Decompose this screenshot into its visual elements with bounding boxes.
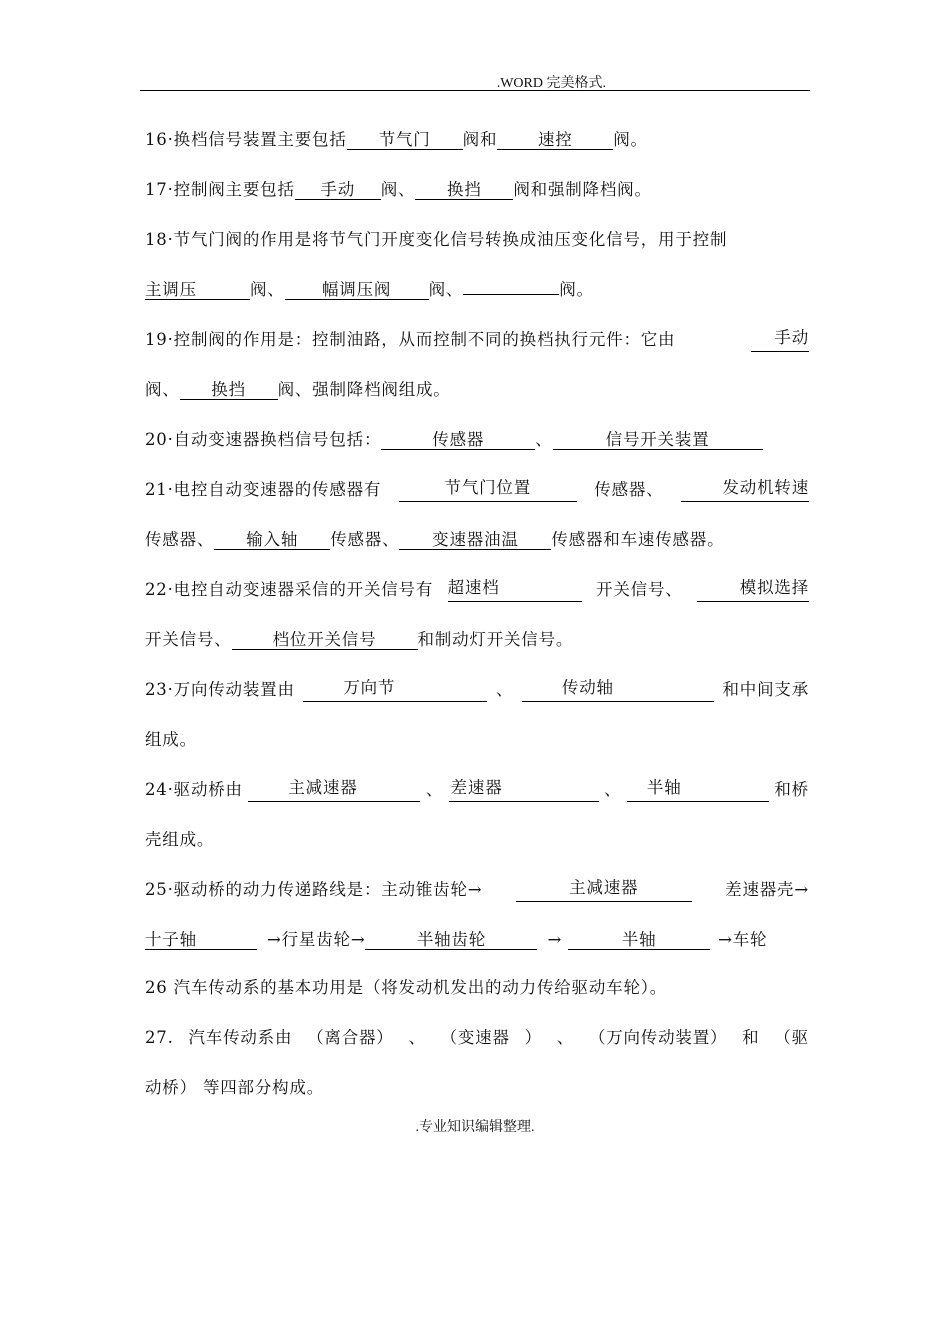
q27-text: 动桥） 等四部分构成。 (145, 1078, 325, 1097)
question-17 (145, 178, 809, 202)
q21-blank-2: 发动机转速 (681, 478, 809, 502)
q27-text: 和 (742, 1028, 760, 1047)
q19-text: 阀、强制降档阀组成。 (277, 380, 451, 399)
q20-text: 、 (535, 430, 553, 449)
q25-text: 25·驱动桥的动力传递路线是：主动锥齿轮→ (145, 880, 483, 899)
question-18-line-1 (145, 228, 809, 252)
question-26 (145, 976, 809, 1000)
q20-blank-1: 传感器 (381, 430, 535, 450)
q22-text: 和制动灯开关信号。 (417, 630, 574, 649)
q25-text: 差速器壳→ (725, 880, 809, 899)
q22-blank-1: 超速档 (448, 578, 582, 602)
q27-text: （驱 (774, 1028, 809, 1047)
question-23-line-2 (145, 728, 809, 752)
q21-blank-1: 节气门位置 (399, 478, 577, 502)
q27-text: （离合器） (307, 1028, 394, 1047)
q27-text: ） (524, 1028, 542, 1047)
q18-blank-2: 幅调压阀 (285, 280, 429, 300)
q25-text: →车轮 (718, 930, 768, 949)
q23-blank-1 (303, 678, 487, 702)
q22-text: 开关信号、 (145, 630, 232, 649)
q25-blank-1: 主减速器 (516, 878, 692, 902)
q20-text: 20·自动变速器换档信号包括： (145, 430, 382, 449)
question-24-line-2 (145, 828, 809, 852)
q27-text: （万向传动装置） (588, 1028, 728, 1047)
q24-blank-2-value: 差速器 (450, 778, 503, 797)
q17-blank-2: 换挡 (415, 180, 513, 200)
q18-text: 阀。 (559, 280, 594, 299)
question-20 (145, 428, 809, 452)
question-21-line-2 (145, 528, 809, 552)
q21-text: 传感器、 (330, 530, 400, 549)
q27-text: 、 (556, 1028, 575, 1047)
q25-text: → (547, 930, 563, 949)
question-27-line-1 (145, 1026, 809, 1050)
q25-blank-3: 半轴齿轮 (365, 930, 537, 950)
q27-text: 、 (408, 1028, 426, 1047)
q22-blank-3: 档位开关信号 (232, 630, 418, 650)
q22-text: 开关信号、 (596, 580, 683, 599)
q18-blank-1: 主调压 (145, 280, 250, 300)
question-23-line-1 (145, 678, 809, 702)
q18-text: 阀、 (428, 280, 464, 299)
q23-blank-1-value: 万向节 (343, 678, 396, 697)
q17-blank-1: 手动 (295, 180, 381, 200)
q24-blank-1-value: 主减速器 (288, 778, 358, 797)
q16-blank-2: 速控 (497, 130, 613, 150)
q22-text: 22·电控自动变速器采信的开关信号有 (145, 580, 434, 599)
q17-text: 17·控制阀主要包括 (145, 180, 295, 199)
page-footer: .专业知识编辑整理. (415, 1120, 535, 1135)
q16-text: 阀。 (613, 130, 648, 149)
q24-blank-3-value: 半轴 (646, 778, 682, 797)
q21-blank-4: 变速器油温 (399, 530, 551, 550)
q18-text: 18·节气门阀的作用是将节气门开度变化信号转换成油压变化信号，用于控制 (145, 230, 728, 249)
q16-text: 阀和 (462, 130, 498, 149)
header-rule (140, 90, 810, 91)
q25-blank-4: 半轴 (568, 930, 710, 950)
q23-text: 和中间支承 (722, 680, 809, 699)
question-25-line-2 (145, 928, 809, 952)
q16-blank-1: 节气门 (347, 130, 463, 150)
q21-blank-3: 输入轴 (214, 530, 330, 550)
q25-blank-2: 十子轴 (145, 930, 257, 950)
q19-text: 19·控制阀的作用是：控制油路，从而控制不同的换档执行元件：它由 (145, 330, 676, 349)
question-16 (145, 128, 809, 152)
q16-text: 16·换档信号装置主要包括 (145, 130, 347, 149)
q23-text: 、 (495, 680, 514, 699)
q19-text: 阀、 (145, 380, 180, 399)
q24-text: 24·驱动桥由 (145, 780, 243, 799)
q19-blank-1: 手动 (751, 328, 809, 352)
q24-blank-3 (627, 778, 769, 802)
q18-blank-3 (463, 294, 559, 295)
question-22-line-2 (145, 628, 809, 652)
q19-blank-2: 换挡 (180, 380, 278, 400)
question-21-line-1 (145, 478, 809, 502)
q17-text: 阀、 (380, 180, 416, 199)
q24-blank-1 (248, 778, 420, 802)
q20-blank-2: 信号开关装置 (553, 430, 763, 450)
q25-text: →行星齿轮→ (267, 930, 366, 949)
q24-text: 壳组成。 (145, 830, 215, 849)
q21-text: 21·电控自动变速器的传感器有 (145, 480, 382, 499)
q27-text: （变速器 (440, 1028, 510, 1047)
q21-text: 传感器、 (145, 530, 215, 549)
q24-text: 、 (604, 780, 622, 799)
q23-blank-2 (522, 678, 714, 702)
q23-text: 组成。 (145, 730, 197, 749)
question-19-line-1 (145, 328, 809, 352)
q21-text: 传感器和车速传感器。 (551, 530, 725, 549)
question-25-line-1 (145, 878, 809, 902)
question-19-line-2 (145, 378, 809, 402)
q27-text: 27. (145, 1028, 174, 1047)
q23-blank-2-value: 传动轴 (561, 678, 614, 697)
q21-text: 传感器、 (594, 480, 664, 499)
q24-text: 、 (425, 780, 444, 799)
question-24-line-1 (145, 778, 809, 802)
q24-text: 和桥 (774, 780, 809, 799)
question-22-line-1 (145, 578, 809, 602)
q18-text: 阀、 (250, 280, 285, 299)
q27-text: 汽车传动系由 (188, 1028, 293, 1047)
question-27-line-2 (145, 1076, 809, 1100)
header-text: .WORD 完美格式. (496, 76, 606, 91)
q17-text: 阀和强制降档阀。 (513, 180, 652, 199)
question-18-line-2 (145, 278, 809, 302)
q22-blank-2: 模拟选择 (697, 578, 809, 602)
q24-blank-2 (449, 778, 599, 802)
q23-text: 23·万向传动装置由 (145, 680, 295, 699)
q26-text: 26 汽车传动系的基本功用是（将发动机发出的动力传给驱动车轮）。 (145, 978, 668, 997)
